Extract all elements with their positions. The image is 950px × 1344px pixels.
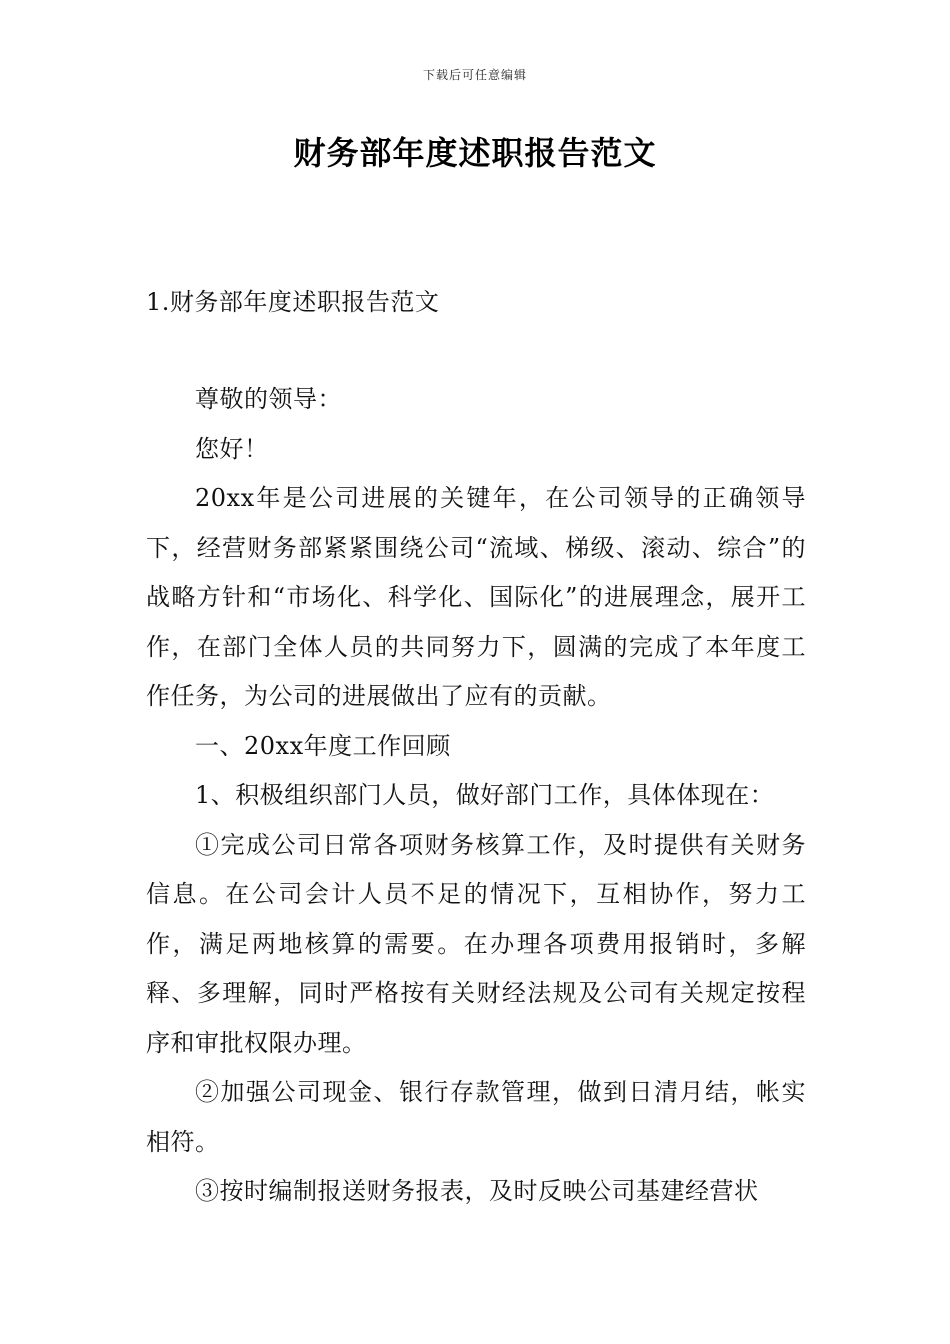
greeting-paragraph: 您好！ [195, 434, 269, 463]
document-title: 财务部年度述职报告范文 [293, 134, 657, 172]
section-heading: 1.财务部年度述职报告范文 [146, 288, 440, 316]
intro-paragraph: 20xx年是公司进展的关键年，在公司领导的正确领导下，经营财务部紧紧围绕公司“流域、梯级、滚动、综合”的战略方针和“市场化、科学化、国际化”的进展理念，展开工作，在部门全体人员的共同努力下，圆满的完成了本年度工作任务，为公司的进展做出了应有的贡献。 [146, 484, 806, 710]
item-2-paragraph: ②加强公司现金、银行存款管理，做到日清月结，帐实相符。 [146, 1078, 806, 1156]
salutation-paragraph: 尊敬的领导： [195, 385, 342, 413]
review-heading-paragraph: 一、20xx年度工作回顾 [195, 731, 451, 760]
item-3-paragraph: ③按时编制报送财务报表，及时反映公司基建经营状 [195, 1177, 759, 1205]
item-1-paragraph: ①完成公司日常各项财务核算工作，及时提供有关财务信息。在公司会计人员不足的情况下，互相协作，努力工作，满足两地核算的需要。在办理各项费用报销时，多解释、多理解，同时严格按有关财经法规及公司有关规定按程序和审批权限办理。 [146, 830, 806, 1057]
point-1-paragraph: 1、积极组织部门人员，做好部门工作，具体体现在： [195, 781, 775, 809]
document-body [146, 375, 806, 1217]
header-note: 下载后可任意编辑 [422, 68, 527, 82]
